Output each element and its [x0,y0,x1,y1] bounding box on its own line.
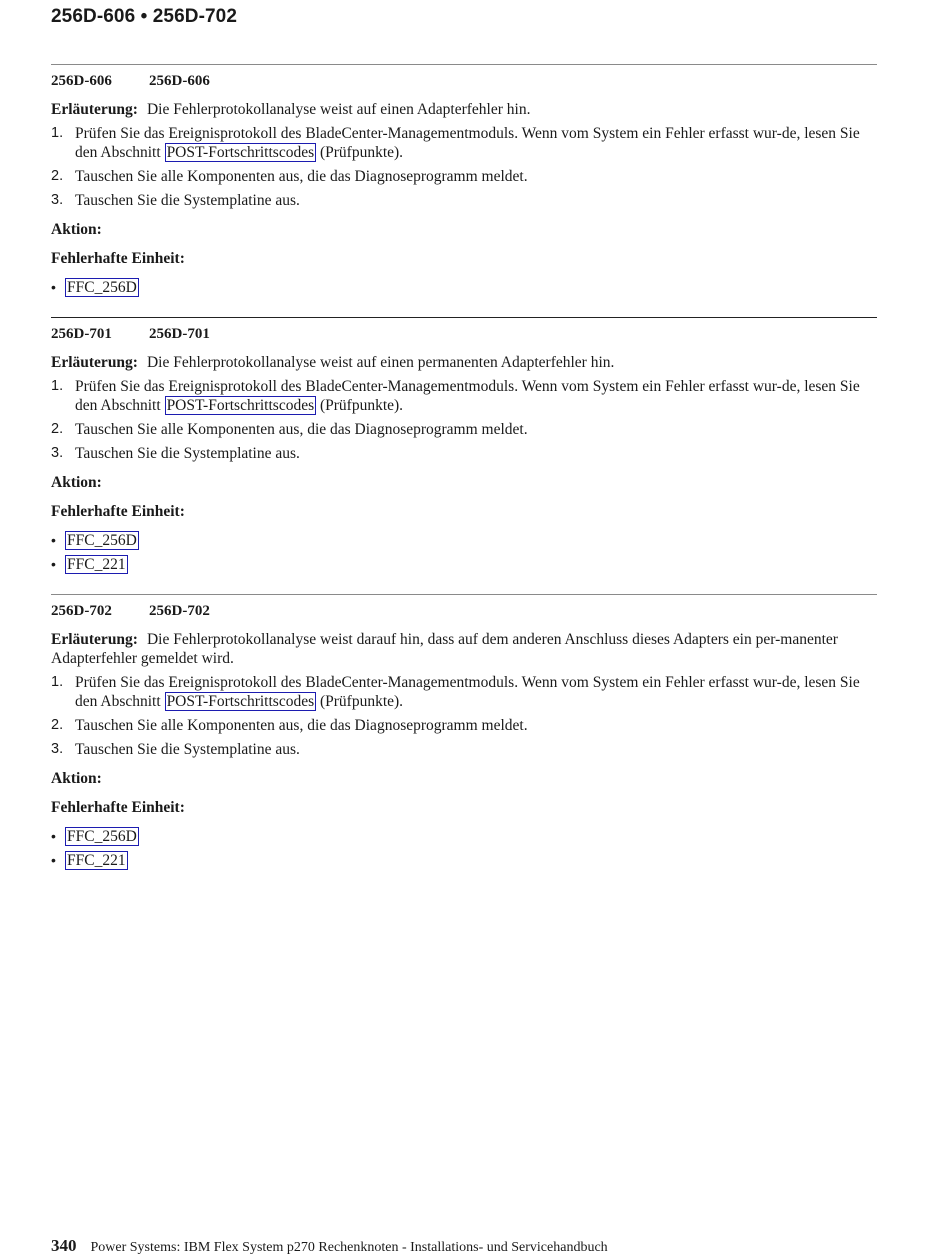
post-codes-link[interactable]: POST-Fortschrittscodes [166,693,315,710]
step-text-suffix: (Prüfpunkte). [319,397,404,414]
bullet: • [51,828,56,844]
step-1 [51,377,877,415]
action-label: Aktion: [51,474,102,491]
step-number: 2. [51,717,64,733]
page-header-title: 256D-606 • 256D-702 [51,6,238,27]
step-text: Tauschen Sie die Systemplatine aus. [75,192,300,209]
step-text: Prüfen Sie das Ereignisprotokoll des BladeCenter-Managementmoduls. Wenn vom System ein Fehler erfasst wur-de, lesen Sie den Abschnitt [75,674,860,710]
bullet: • [51,532,56,548]
explanation-label: Erläuterung: [51,631,138,648]
error-code: 256D-606 [51,73,112,89]
step-text: Tauschen Sie die Systemplatine aus. [75,741,300,758]
step-text: Tauschen Sie alle Komponenten aus, die das Diagnoseprogramm meldet. [75,168,528,185]
error-code: 256D-702 [51,603,112,619]
step-number: 2. [51,421,64,437]
explanation-text: Die Fehlerprotokollanalyse weist auf einen Adapterfehler hin. [146,101,531,118]
action-label: Aktion: [51,770,102,787]
error-section-256d-606 [51,64,877,297]
explanation-text: Die Fehlerprotokollanalyse weist darauf hin, dass auf dem anderen Anschluss dieses Adapters ein per-manenter Adapterfehler gemeldet wird. [51,631,838,667]
step-3 [51,740,877,759]
error-code-list [51,64,877,875]
step-text-suffix: (Prüfpunkte). [319,144,404,161]
book-title: Power Systems: IBM Flex System p270 Rechenknoten - Installations- und Servicehandbuch [90,1240,608,1255]
failing-unit-label: Fehlerhafte Einheit: [51,250,185,267]
failing-unit-item [51,555,877,574]
error-code-repeat: 256D-701 [149,326,210,342]
bullet: • [51,852,56,868]
error-code-repeat: 256D-606 [149,73,210,89]
explanation-label: Erläuterung: [51,101,138,118]
step-text: Prüfen Sie das Ereignisprotokoll des BladeCenter-Managementmoduls. Wenn vom System ein Fehler erfasst wur-de, lesen Sie den Abschnitt [75,378,860,414]
page-number: 340 [51,1236,77,1255]
post-codes-link[interactable]: POST-Fortschrittscodes [166,144,315,161]
bullet: • [51,556,56,572]
step-number: 2. [51,168,64,184]
explanation [51,353,877,372]
step-number: 3. [51,192,64,208]
step-3 [51,444,877,463]
ffc-link[interactable]: FFC_256D [67,279,137,296]
ffc-link[interactable]: FFC_256D [67,828,137,845]
procedure-steps [51,377,877,463]
ffc-link[interactable]: FFC_221 [67,556,126,573]
step-text: Tauschen Sie alle Komponenten aus, die das Diagnoseprogramm meldet. [75,421,528,438]
bullet: • [51,279,56,295]
explanation [51,100,877,119]
action-label: Aktion: [51,221,102,238]
step-number: 3. [51,445,64,461]
failing-unit-list [51,827,877,870]
error-section-256d-701 [51,317,877,574]
error-code-repeat: 256D-702 [149,603,210,619]
step-text: Tauschen Sie alle Komponenten aus, die das Diagnoseprogramm meldet. [75,717,528,734]
ffc-link[interactable]: FFC_221 [67,852,126,869]
step-3 [51,191,877,210]
explanation [51,630,877,668]
ffc-link[interactable]: FFC_256D [67,532,137,549]
step-2 [51,716,877,735]
step-1 [51,124,877,162]
page-footer [51,1236,608,1256]
error-code-line [51,71,877,91]
procedure-steps [51,673,877,759]
error-code-line [51,324,877,344]
failing-unit-item [51,278,877,297]
step-number: 1. [51,125,64,141]
failing-unit-item [51,851,877,870]
error-code-line [51,601,877,621]
step-text: Prüfen Sie das Ereignisprotokoll des BladeCenter-Managementmoduls. Wenn vom System ein Fehler erfasst wur-de, lesen Sie den Abschnitt [75,125,860,161]
step-1 [51,673,877,711]
failing-unit-item [51,531,877,550]
step-number: 1. [51,378,64,394]
error-section-256d-702 [51,594,877,870]
post-codes-link[interactable]: POST-Fortschrittscodes [166,397,315,414]
failing-unit-list [51,531,877,574]
explanation-label: Erläuterung: [51,354,138,371]
failing-unit-label: Fehlerhafte Einheit: [51,503,185,520]
explanation-text: Die Fehlerprotokollanalyse weist auf einen permanenten Adapterfehler hin. [146,354,615,371]
step-2 [51,420,877,439]
step-text-suffix: (Prüfpunkte). [319,693,404,710]
failing-unit-list [51,278,877,297]
step-number: 3. [51,741,64,757]
failing-unit-item [51,827,877,846]
failing-unit-label: Fehlerhafte Einheit: [51,799,185,816]
step-number: 1. [51,674,64,690]
procedure-steps [51,124,877,210]
error-code: 256D-701 [51,326,112,342]
step-text: Tauschen Sie die Systemplatine aus. [75,445,300,462]
step-2 [51,167,877,186]
